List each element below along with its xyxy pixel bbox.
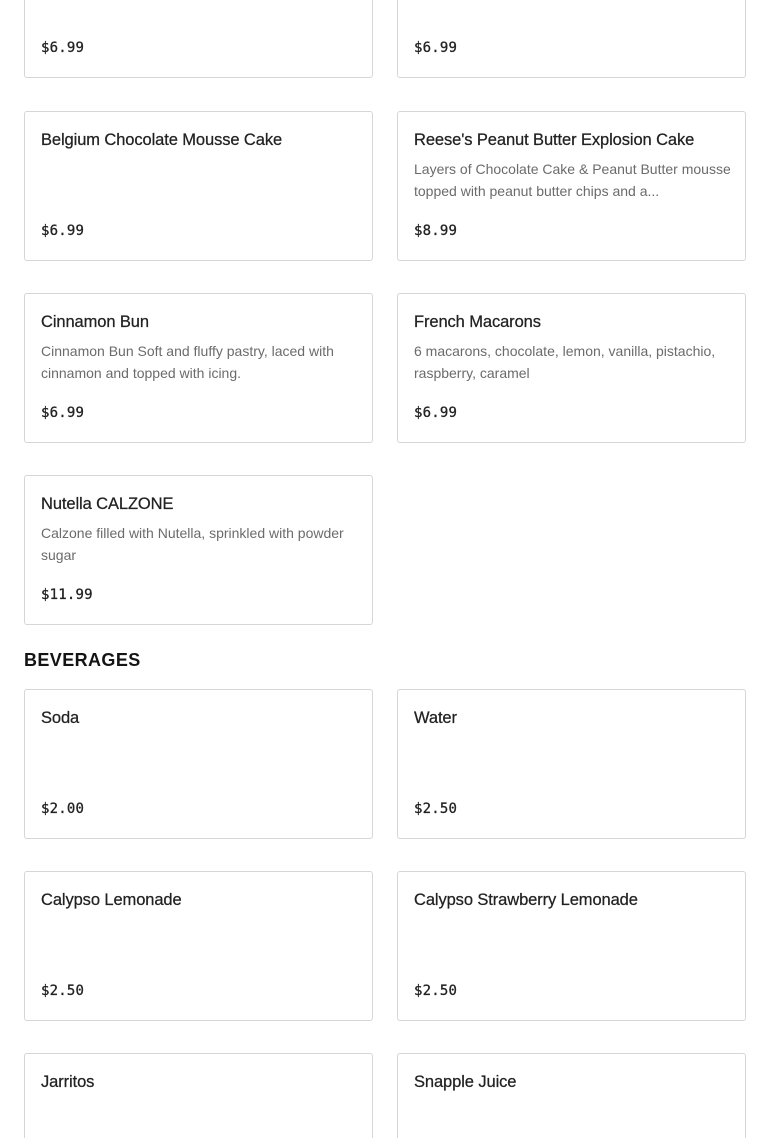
menu-item-card[interactable] <box>24 0 373 78</box>
menu-item-price: $2.50 <box>414 983 458 999</box>
menu-item-price: $2.50 <box>414 801 458 817</box>
menu-item-name: Nutella CALZONE <box>41 495 174 513</box>
menu-item-name: Calypso Strawberry Lemonade <box>414 891 638 909</box>
menu-item-name: Calypso Lemonade <box>41 891 182 909</box>
menu-item-name: Cinnamon Bun <box>41 313 149 331</box>
menu-item-card[interactable] <box>397 293 746 443</box>
menu-item-name: Soda <box>41 709 80 727</box>
menu-item-price: $11.99 <box>41 587 93 603</box>
menu-item-card[interactable] <box>24 689 373 839</box>
menu-item-description: Cinnamon Bun Soft and fluffy pastry, laced with cinnamon and topped with icing. <box>41 343 334 381</box>
menu-item-name: Belgium Chocolate Mousse Cake <box>41 131 283 149</box>
menu-item-name: Jarritos <box>41 1073 95 1091</box>
menu-item-description: 6 macarons, chocolate, lemon, vanilla, pistachio, raspberry, caramel <box>414 343 716 381</box>
menu-item-price: $8.99 <box>414 223 458 239</box>
menu-item-card[interactable] <box>24 293 373 443</box>
menu-item-card[interactable] <box>397 111 746 261</box>
menu-item-name: French Macarons <box>414 313 541 331</box>
menu-item-name: Water <box>414 709 457 727</box>
menu-item-price: $2.00 <box>41 801 85 817</box>
menu-item-price: $2.50 <box>41 983 85 999</box>
menu-item-price: $6.99 <box>41 405 85 421</box>
menu-item-price: $6.99 <box>41 223 85 239</box>
menu-item-description: Layers of Chocolate Cake & Peanut Butter mousse topped with peanut butter chips and a... <box>414 161 731 199</box>
menu-item-price: $6.99 <box>414 40 458 56</box>
section-title-beverages: BEVERAGES <box>24 650 141 670</box>
menu-item-card[interactable] <box>397 871 746 1021</box>
menu-item-name: Snapple Juice <box>414 1073 517 1091</box>
menu-item-card[interactable] <box>24 111 373 261</box>
menu-item-card[interactable] <box>397 1053 746 1138</box>
menu-item-card[interactable] <box>397 689 746 839</box>
menu-item-card[interactable] <box>24 871 373 1021</box>
menu-item-card[interactable] <box>24 1053 373 1138</box>
menu-item-card[interactable] <box>24 475 373 625</box>
menu-item-price: $6.99 <box>414 405 458 421</box>
menu-item-description: Calzone filled with Nutella, sprinkled with powder sugar <box>41 525 344 563</box>
menu-item-price: $6.99 <box>41 40 85 56</box>
menu-item-name: Reese's Peanut Butter Explosion Cake <box>414 131 695 149</box>
menu-item-card[interactable] <box>397 0 746 78</box>
